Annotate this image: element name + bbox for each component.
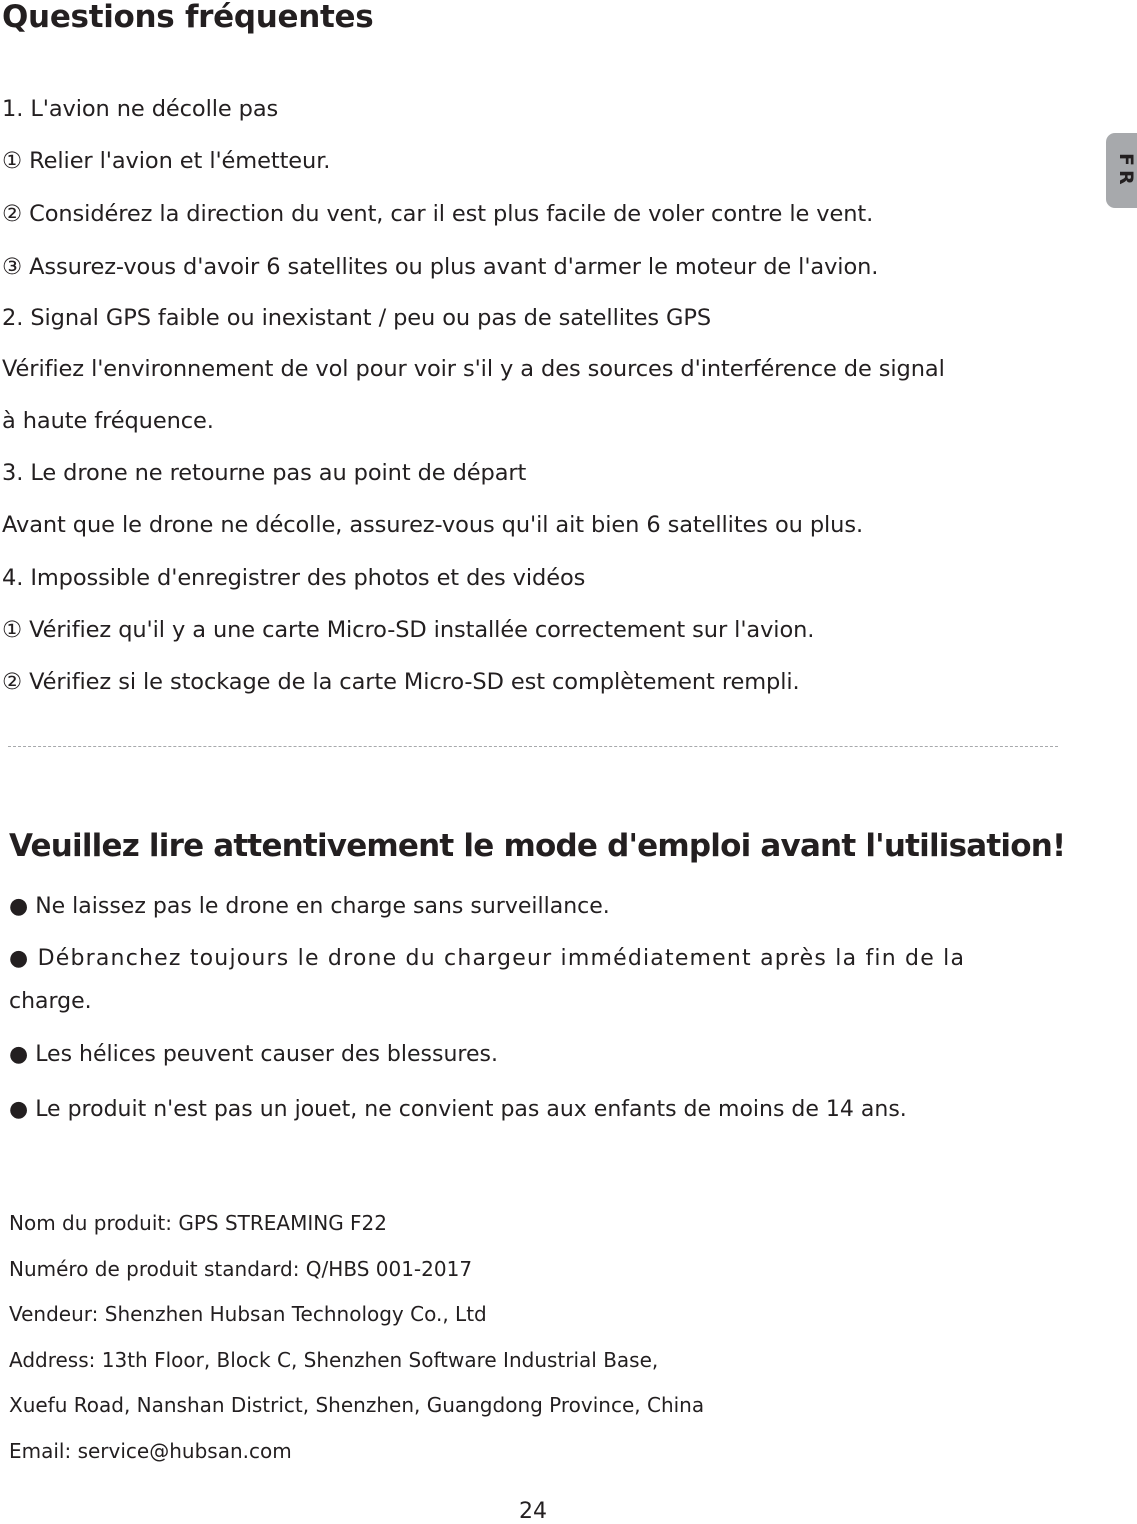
product-standard-number: Numéro de produit standard: Q/HBS 001-2017 bbox=[9, 1257, 473, 1281]
faq-answer-4-step-1: ① Vérifiez qu'il y a une carte Micro-SD installée correctement sur l'avion. bbox=[2, 617, 815, 643]
faq-question-1: 1. L'avion ne décolle pas bbox=[2, 96, 279, 122]
faq-question-3: 3. Le drone ne retourne pas au point de départ bbox=[2, 460, 527, 486]
warning-item-4: ● Le produit n'est pas un jouet, ne convient pas aux enfants de moins de 14 ans. bbox=[9, 1097, 907, 1122]
warning-title: Veuillez lire attentivement le mode d'emploi avant l'utilisation! bbox=[9, 828, 1066, 864]
section-divider bbox=[8, 746, 1058, 747]
warning-item-3: ● Les hélices peuvent causer des blessures. bbox=[9, 1042, 498, 1067]
language-tab-label: FR bbox=[1115, 153, 1137, 189]
email: Email: service@hubsan.com bbox=[9, 1439, 292, 1463]
faq-title: Questions fréquentes bbox=[2, 0, 374, 35]
page-number: 24 bbox=[519, 1499, 547, 1524]
faq-question-2: 2. Signal GPS faible ou inexistant / peu ou pas de satellites GPS bbox=[2, 305, 712, 331]
product-name: Nom du produit: GPS STREAMING F22 bbox=[9, 1211, 388, 1235]
faq-answer-3: Avant que le drone ne décolle, assurez-vous qu'il ait bien 6 satellites ou plus. bbox=[2, 512, 864, 538]
warning-item-2-continued: charge. bbox=[9, 989, 92, 1014]
faq-answer-2-line-1: Vérifiez l'environnement de vol pour voir s'il y a des sources d'interférence de signal bbox=[2, 356, 945, 382]
warning-item-2: ● Débranchez toujours le drone du chargeur immédiatement après la fin de la bbox=[9, 946, 966, 971]
address-line-2: Xuefu Road, Nanshan District, Shenzhen, Guangdong Province, China bbox=[9, 1393, 705, 1417]
faq-answer-4-step-2: ② Vérifiez si le stockage de la carte Micro-SD est complètement rempli. bbox=[2, 669, 800, 695]
warning-item-1: ● Ne laissez pas le drone en charge sans surveillance. bbox=[9, 894, 610, 919]
faq-answer-1-step-3: ③ Assurez-vous d'avoir 6 satellites ou plus avant d'armer le moteur de l'avion. bbox=[2, 254, 879, 280]
faq-answer-2-line-2: à haute fréquence. bbox=[2, 408, 214, 434]
vendor: Vendeur: Shenzhen Hubsan Technology Co., Ltd bbox=[9, 1302, 487, 1326]
faq-question-4: 4. Impossible d'enregistrer des photos et des vidéos bbox=[2, 565, 586, 591]
faq-answer-1-step-2: ② Considérez la direction du vent, car il est plus facile de voler contre le vent. bbox=[2, 201, 874, 227]
faq-answer-1-step-1: ① Relier l'avion et l'émetteur. bbox=[2, 148, 331, 174]
address-line-1: Address: 13th Floor, Block C, Shenzhen Software Industrial Base, bbox=[9, 1348, 659, 1372]
